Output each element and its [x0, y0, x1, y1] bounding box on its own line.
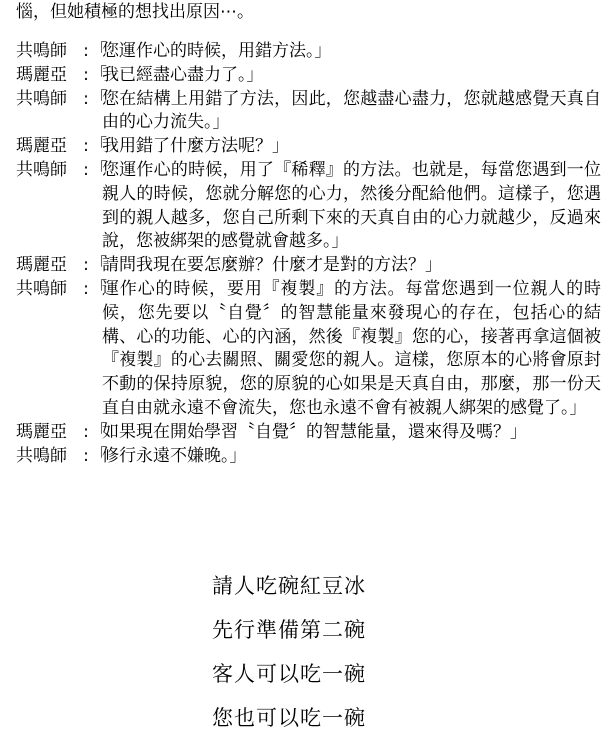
dialogue-row	[16, 135, 601, 159]
quote-open: 「	[90, 64, 107, 85]
speaker-name: 瑪麗亞	[16, 421, 67, 442]
speaker-colon: :	[83, 159, 89, 180]
speech-text: 修行永遠不嫌晚。」	[102, 445, 247, 466]
speaker-name: 共鳴師	[16, 445, 67, 466]
dialogue-row	[16, 64, 601, 88]
quote-open: 「	[90, 88, 107, 109]
speech-text: 請問我現在要怎麼辦？什麼才是對的方法？」	[102, 255, 442, 276]
speaker-name: 瑪麗亞	[16, 255, 67, 276]
speaker-colon: :	[83, 41, 89, 61]
poem-block	[212, 564, 366, 740]
speech	[90, 135, 601, 159]
speech-text: 您運作心的時候，用了『稀釋』的方法。也就是，每當您遇到一位親人的時候，您就分解您的心力，然後分配給他們。這樣子，您遇到的親人越多，您自己所剩下來的天真自由的心力就越少，反過來說，您被綁架的感覺就會越多。」	[102, 159, 601, 252]
speech-text: 運作心的時候，要用『複製』的方法。每當您遇到一位親人的時候，您先要以〝自覺〞的智慧能量來發現心的存在，包括心的結構、心的功能、心的內涵，然後『複製』您的心，接著再拿這個被『複製』的心去關照、關愛您的親人。這樣，您原本的心將會原封不動的保持原貌，您的原貌的心如果是天真自由，那麼，那一份天直自由就永遠不會流失，您也永遠不會有被親人綁架的感覺了。」	[102, 278, 601, 418]
quote-open: 「	[90, 255, 107, 276]
speaker-name: 瑪麗亞	[16, 64, 67, 85]
speaker-name: 瑪麗亞	[16, 136, 67, 157]
quote-open: 「	[90, 278, 107, 299]
dialogue-row	[16, 278, 601, 421]
dialogue-row	[16, 88, 601, 136]
speaker-colon: :	[83, 88, 89, 109]
speech	[90, 254, 601, 278]
quote-open: 「	[90, 41, 107, 61]
poem-line: 請人吃碗紅豆冰	[212, 574, 366, 598]
speech	[90, 40, 601, 64]
speaker-colon: :	[83, 421, 89, 442]
dialogue-block	[16, 40, 601, 468]
speech-text: 您運作心的時候，用錯方法。」	[102, 41, 332, 61]
speaker-name: 共鳴師	[16, 159, 67, 180]
speech	[90, 64, 601, 88]
speech-text: 您在結構上用錯了方法，因此，您越盡心盡力，您就越感覺天真自由的心力流失。」	[102, 88, 601, 133]
quote-open: 「	[90, 445, 107, 466]
dialogue-row	[16, 421, 601, 445]
poem-line: 您也可以吃一碗	[212, 706, 366, 730]
speech	[90, 421, 601, 445]
poem-line: 客人可以吃一碗	[212, 662, 366, 686]
speech-text: 我用錯了什麼方法呢？」	[102, 136, 289, 157]
dialogue-row	[16, 254, 601, 278]
dialogue-row	[16, 159, 601, 254]
speaker-colon: :	[83, 255, 89, 276]
speech-text: 我已經盡心盡力了。」	[102, 64, 264, 85]
quote-open: 「	[90, 159, 107, 180]
speaker-colon: :	[83, 445, 89, 466]
quote-open: 「	[90, 136, 107, 157]
speaker-colon: :	[83, 136, 89, 157]
poem-line: 先行準備第二碗	[212, 618, 366, 642]
speech-text: 如果現在開始學習〝自覺〞的智慧能量，還來得及嗎？」	[102, 421, 527, 442]
speaker-name: 共鳴師	[16, 88, 67, 109]
quote-open: 「	[90, 421, 107, 442]
speech	[90, 88, 601, 136]
speaker-colon: :	[83, 64, 89, 85]
speaker-name: 共鳴師	[16, 278, 67, 299]
dialogue-row	[16, 445, 601, 469]
header-line: 惱，但她積極的想找出原因⋯。	[16, 2, 254, 22]
speech	[90, 159, 601, 254]
speech	[90, 278, 601, 421]
dialogue-row	[16, 40, 601, 64]
speaker-name: 共鳴師	[16, 41, 67, 61]
speech	[90, 445, 601, 469]
speaker-colon: :	[83, 278, 89, 299]
